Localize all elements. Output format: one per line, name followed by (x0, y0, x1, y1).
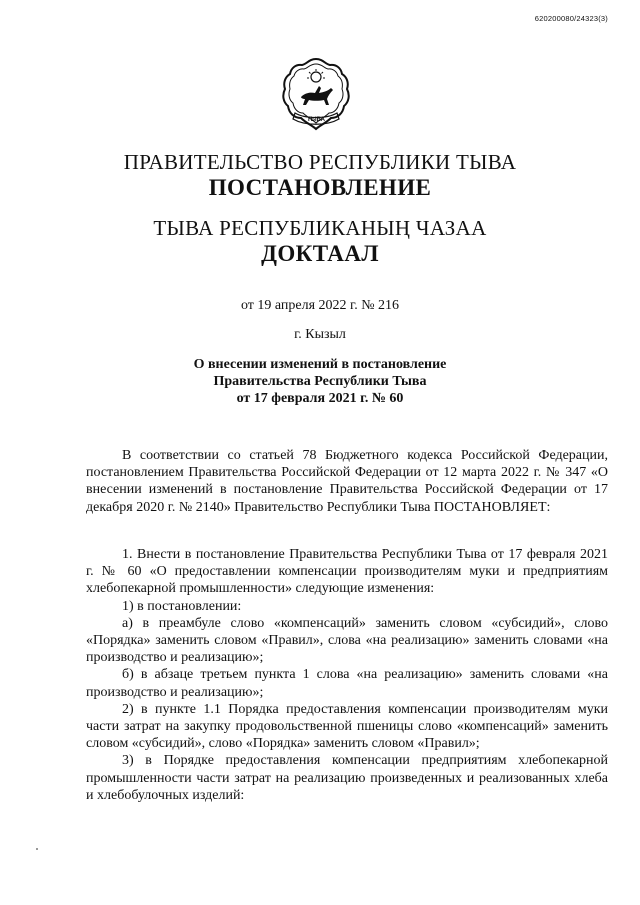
paragraph-text: В соответствии со статьей 78 Бюджетного кодекса Российской Федерации, постановлением Правительства Российской Федерации от 12 марта 2022 г. № 347 «О внесении изменений в постановление Правительства Российской Федерации от 17 декабря 2020 г. № 2140» Правительство Республики Тыва ПОСТАНОВЛЯЕТ: (86, 448, 608, 515)
title-line: от 17 февраля 2021 г. № 60 (236, 391, 404, 406)
document-city: г. Кызыл (294, 327, 346, 342)
tuva-coat-of-arms-icon (279, 55, 353, 137)
government-title-ru: ПРАВИТЕЛЬСТВО РЕСПУБЛИКИ ТЫВА (123, 150, 517, 174)
body-section (86, 546, 608, 804)
emblem-ribbon-text: ТЫВА (307, 117, 325, 123)
document-type-tyv: ДОКТААЛ (261, 241, 379, 266)
document-type-ru: ПОСТАНОВЛЕНИЕ (208, 175, 432, 200)
paragraph-item-1-1: 1) в постановлении: (122, 598, 242, 614)
document-number: 620200080/24323(3) (534, 14, 608, 23)
preamble-paragraph (86, 447, 608, 516)
paragraph-item-1: 1. Внести в постановление Правительства Республики Тыва от 17 февраля 2021 г. № 60 «О предоставлении компенсации производителям муки и предприятиям хлебопекарной промышленности» следующие изменения: (86, 547, 608, 597)
scan-speck (36, 848, 38, 850)
government-title-tyv: ТЫВА РЕСПУБЛИКАНЫҢ ЧАЗАА (153, 216, 487, 240)
paragraph-item-a: а) в преамбуле слово «компенсаций» заменить словом «субсидий», слово «Порядка» заменить словом «Правил», слова «на реализацию» заменить словами «на производство и реализацию»; (86, 615, 608, 666)
paragraph-item-3: 3) в Порядке предоставления компенсации предприятиям хлебопекарной промышленности части затрат на реализацию произведенных и реализованных хлеба и хлебобулочных изделий: (86, 753, 608, 803)
paragraph-item-2: 2) в пункте 1.1 Порядка предоставления компенсации производителям муки части затрат на закупку продовольственной пшеницы слово «компенсаций» заменить словом «субсидий», слово «Порядка» заменить словом «Правил»; (86, 701, 608, 752)
title-line: Правительства Республики Тыва (213, 374, 427, 389)
document-title (0, 356, 640, 407)
document-date: от 19 апреля 2022 г. № 216 (240, 298, 400, 313)
paragraph-item-b: б) в абзаце третьем пункта 1 слова «на реализацию» заменить словами «на производство и реализацию»; (86, 667, 608, 700)
title-line: О внесении изменений в постановление (193, 357, 447, 372)
